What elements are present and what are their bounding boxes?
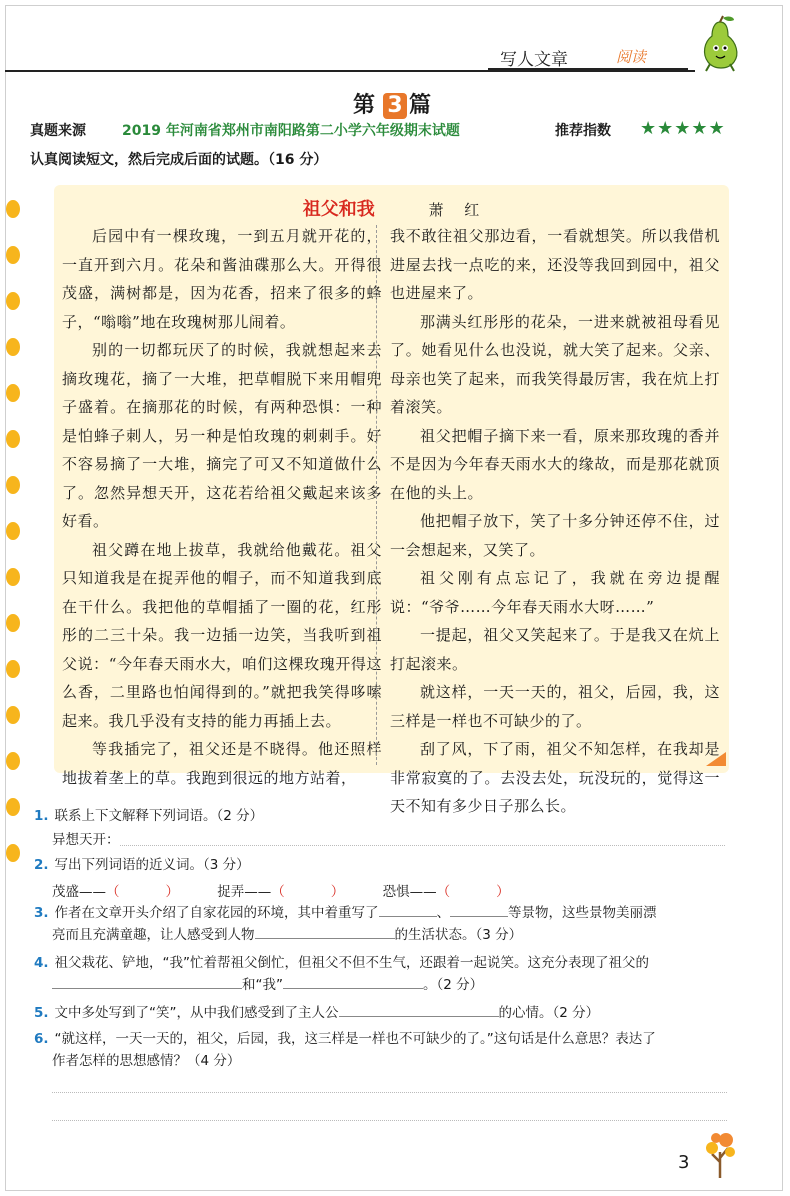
series-title: 写人文章 [500, 50, 568, 70]
corner-flag-icon [706, 752, 726, 766]
rating-label: 推荐指数 [555, 123, 611, 139]
series-tab [488, 42, 688, 70]
answer-blank[interactable] [52, 974, 242, 989]
synonym-item: 捉弄——（ ） [217, 884, 345, 900]
answer-blank[interactable] [255, 924, 395, 939]
answer-blank[interactable] [339, 1002, 499, 1017]
answer-blank[interactable] [379, 902, 437, 917]
question-2: 2. 写出下列词语的近义词。（3 分） [34, 857, 250, 873]
paragraph: 那满头红彤彤的花朵，一进来就被祖母看见了。她看见什么也没说，就大笑了起来。父亲、母亲也笑了起来，而我笑得最厉害，我在炕上打着滚笑。 [390, 312, 720, 416]
question-6: 6. “就这样，一天一天的，祖父，后园，我，这三样是一样也不可缺少的了。”这句话是什么意思？表达了 作者怎样的思想感情？（4 分） [34, 1031, 656, 1069]
question-1: 1. 联系上下文解释下列词语。（2 分） [34, 808, 264, 824]
binder-dots [6, 200, 26, 880]
paragraph: 后园中有一棵玫瑰，一到五月就开花的，一直开到六月。花朵和酱油碟那么大。开得很茂盛，满树都是，因为花香，招来了很多的蜂子，“嗡嗡”地在玫瑰树那儿闹着。 [62, 227, 382, 331]
title-number: 3 [383, 93, 407, 119]
series-accent: 阅读 [616, 48, 647, 66]
paragraph: 一提起，祖父又笑起来了。于是我又在炕上打起滚来。 [390, 626, 720, 673]
paragraph: 等我插完了，祖父还是不晓得。他还照样地拔着垄上的草。我跑到很远的地方站着， [62, 740, 382, 787]
page-number: 3 [678, 1152, 690, 1173]
source-line [30, 118, 760, 140]
synonym-item: 茂盛——（ ） [52, 884, 179, 900]
passage-heading [0, 195, 790, 221]
question-3: 3. 作者在文章开头介绍了自家花园的环境，其中着重写了 、 等景物，这些景物美丽漂 亮而且充满童趣，让人感受到人物 的生活状态。（3 分） [34, 902, 759, 946]
paragraph: 祖父蹲在地上拔草，我就给他戴花。祖父只知道我是在捉弄他的帽子，而不知道我到底在干什么。我把他的草帽插了一圈的花，红彤彤的二三十朵。我一边插一边笑，当我听到祖父说：“今年春天雨水大，咱们这棵玫瑰开得这么香，二里路也怕闻得到的。”就把我笑得哆嗦起来。我几乎没有支持的能力再插上去。 [62, 540, 382, 730]
paragraph: 他把帽子放下，笑了十多分钟还停不住，过一会想起来，又笑了。 [390, 512, 720, 559]
paragraph: 就这样，一天一天的，祖父，后园，我，这三样是一样也不可缺少的了。 [390, 683, 720, 730]
question-4: 4. 祖父栽花、铲地，“我”忙着帮祖父倒忙，但祖父不但不生气，还跟着一起说笑。这充分表现了祖父的 和“我” 。（2 分） [34, 955, 650, 993]
passage-author: 萧 红 [428, 201, 488, 219]
synonym-item: 恐惧——（ ） [382, 884, 510, 900]
paragraph: 刮了风，下了雨，祖父不知怎样，在我却是非常寂寞的了。去没去处，玩没玩的，觉得这一天不知有多少日子那么长。 [390, 740, 720, 815]
tree-icon [700, 1130, 740, 1180]
instruction: 认真阅读短文，然后完成后面的试题。（16 分） [30, 152, 328, 168]
answer-line[interactable] [52, 1120, 727, 1121]
source-label: 真题来源 [30, 123, 86, 139]
question-1-sub: 异想天开： [52, 832, 120, 848]
passage-right-column [390, 222, 720, 821]
answer-line[interactable] [52, 1092, 727, 1093]
answer-blank[interactable] [450, 902, 508, 917]
answer-line[interactable] [120, 845, 725, 846]
paragraph: 祖父把帽子摘下来一看，原来那玫瑰的香并不是因为今年春天雨水大的缘故，而是那花就顶在他的头上。 [390, 426, 720, 502]
question-5: 5. 文中多处写到了“笑”，从中我们感受到了主人公 的心情。（2 分） [34, 1002, 759, 1024]
paragraph: 祖父刚有点忘记了，我就在旁边提醒说：“爷爷……今年春天雨水大呀……” [390, 569, 720, 616]
passage-title: 祖父和我 [302, 199, 375, 220]
rating-stars: ★★★★★ [640, 118, 726, 139]
answer-blank[interactable] [283, 974, 423, 989]
page-title: 第 3 篇 [352, 93, 438, 118]
synonym-items [52, 880, 544, 900]
passage-left-column [62, 222, 382, 792]
pear-mascot-icon [690, 14, 750, 74]
column-divider [376, 225, 377, 765]
paragraph: 我不敢往祖父那边看，一看就想笑。所以我借机进屋去找一点吃的来，还没等我回到园中，祖父也进屋来了。 [390, 227, 720, 302]
source-value: 2019 年河南省郑州市南阳路第二小学六年级期末试题 [122, 123, 460, 139]
header-rule [5, 70, 695, 72]
paragraph: 别的一切都玩厌了的时候，我就想起来去摘玫瑰花，摘了一大堆，把草帽脱下来用帽兜子盛着。在摘那花的时候，有两种恐惧：一种是怕蜂子刺人，另一种是怕玫瑰的刺刺手。好不容易摘了一大堆，摘完了可又不知道做什么了。忽然异想天开，这花若给祖父戴起来该多好看。 [62, 341, 382, 530]
